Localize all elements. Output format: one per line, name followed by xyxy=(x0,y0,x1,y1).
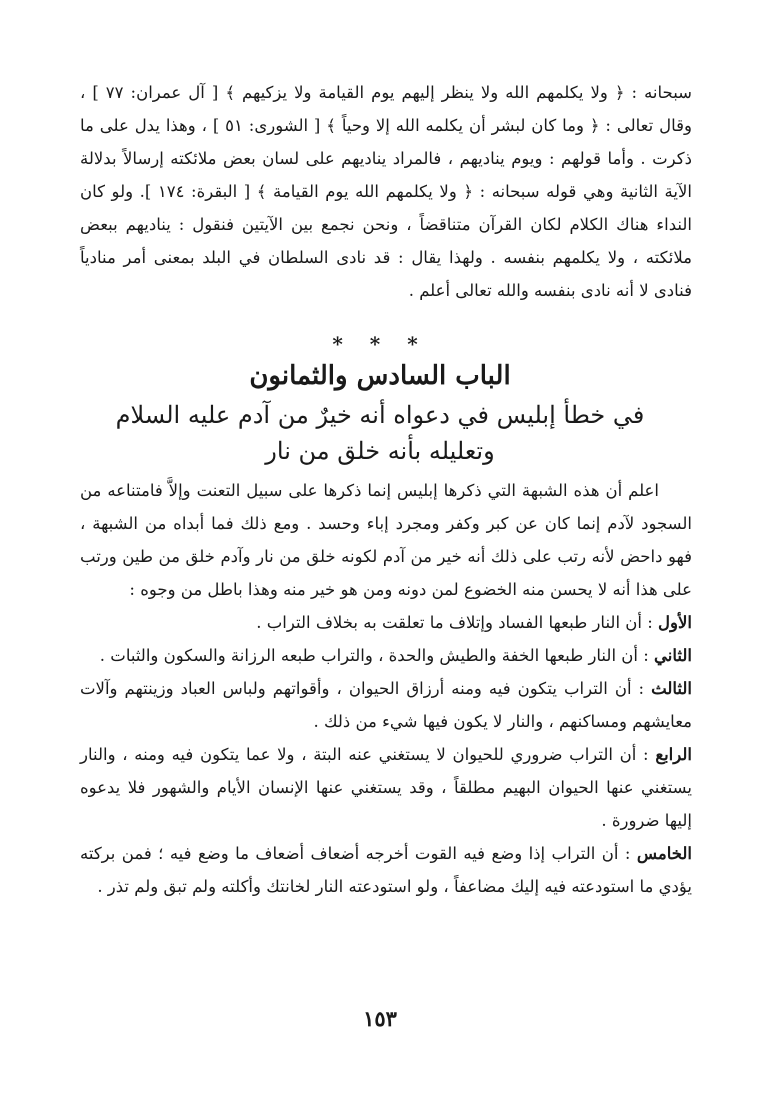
point-paragraph xyxy=(80,672,692,738)
intro-paragraph xyxy=(80,76,692,307)
point-text: : أن التراب ضروري للحيوان لا يستغني عنه البتة ، ولا عما يتكون فيه ومنه ، والنار يستغني عنها الحيوان البهيم مطلقاً ، وقد يستغني عنها الإنسان الأيام والشهور فلا يدعوه إليها ضرورة . xyxy=(80,745,692,830)
opening-text: اعلم أن هذه الشبهة التي ذكرها إبليس إنما ذكرها على سبيل التعنت وإلاَّ فامتناعه من السجود لآدم إنما كان عن كبر وكفر ومجرد إباء وحسد . ومع ذلك فما أبداه من الشبهة ، فهو داحض لأنه رتب على ذلك أنه خير من آدم لكونه خلق من نار وآدم خلق من طين ورتب على هذا أنه لا يحسن منه الخضوع لمن دونه ومن هو خير منه وهذا باطل من وجوه : xyxy=(80,481,692,599)
chapter-body xyxy=(80,474,692,903)
chapter-subtitle: في خطأ إبليس في دعواه أنه خيرٌ من آدم عليه السلام xyxy=(115,401,645,429)
point-label: الأول xyxy=(658,613,692,632)
intro-line: القرآن متناقضاً ، ونحن نجمع بين الآيتين فنقول : يناديهم ببعض ملائكته ، ولا xyxy=(80,215,693,267)
intro-line: ﴿ ولا يكلمهم الله يوم القيامة ﴾ [ البقرة: ١٧٤ ]. ولو كان النداء هناك الكلام لكان xyxy=(80,182,693,234)
point-paragraph xyxy=(80,837,692,903)
point-text: : أن التراب إذا وضع فيه القوت أخرجه أضعاف أضعاف ما وضع فيه ؛ فمن بركته يؤدي ما استودعته فيه إليك مضاعفاً ، ولو استودعته النار لخانتك وأكلته ولم تبق ولم تذر . xyxy=(80,844,692,896)
chapter-subtitle: وتعليله بأنه خلق من نار xyxy=(265,437,495,465)
point-text: : أن النار طبعها الخفة والطيش والحدة ، والتراب طبعه الرزانة والسكون والثبات . xyxy=(99,646,655,665)
point-label: الخامس xyxy=(636,844,692,863)
chapter-title: الباب السادس والثمانون xyxy=(249,361,511,391)
intro-line: يكلمهم بنفسه . ولهذا يقال : قد نادى السلطان في البلد بمعنى أمر منادياً فنادى لا xyxy=(80,248,692,300)
point-paragraph xyxy=(80,606,692,639)
point-label: الثاني xyxy=(654,646,692,665)
intro-line: أنه نادى بنفسه والله تعالى أعلم . xyxy=(408,281,634,300)
point-paragraph xyxy=(80,738,692,837)
intro-line: [ آل عمران: ٧٧ ] ، وقال تعالى : ﴿ وما كان لبشر أن يكلمه الله إلا وحياً ﴾ xyxy=(80,83,692,135)
point-label: الثالث xyxy=(651,679,692,698)
point-paragraph xyxy=(80,639,692,672)
page-number: ١٥٣ xyxy=(363,1006,397,1031)
intro-line: سبحانه : ﴿ ولا يكلمهم الله ولا ينظر إليهم يوم القيامة ولا يزكيهم ﴾ xyxy=(225,83,693,102)
point-text: : أن النار طبعها الفساد وإتلاف ما تعلقت به بخلاف التراب . xyxy=(256,613,659,632)
intro-line: [ الشورى: ٥١ ] ، وهذا يدل على ما ذكرت . وأما قولهم : ويوم يناديهم ، فالمراد xyxy=(80,116,692,168)
opening-paragraph xyxy=(80,474,692,606)
point-text: : أن التراب يتكون فيه ومنه أرزاق الحيوان ، وأقواتهم ولباس العباد وزينتهم وآلات معايشهم ومساكنهم ، والنار لا يكون فيها شيء من ذلك . xyxy=(80,679,692,731)
section-separator: * * * xyxy=(332,332,428,356)
intro-line: يناديهم على لسان بعض ملائكته إرسالاً بدلالة الآية الثانية وهي قوله سبحانه : xyxy=(80,149,692,201)
point-label: الرابع xyxy=(655,745,692,764)
